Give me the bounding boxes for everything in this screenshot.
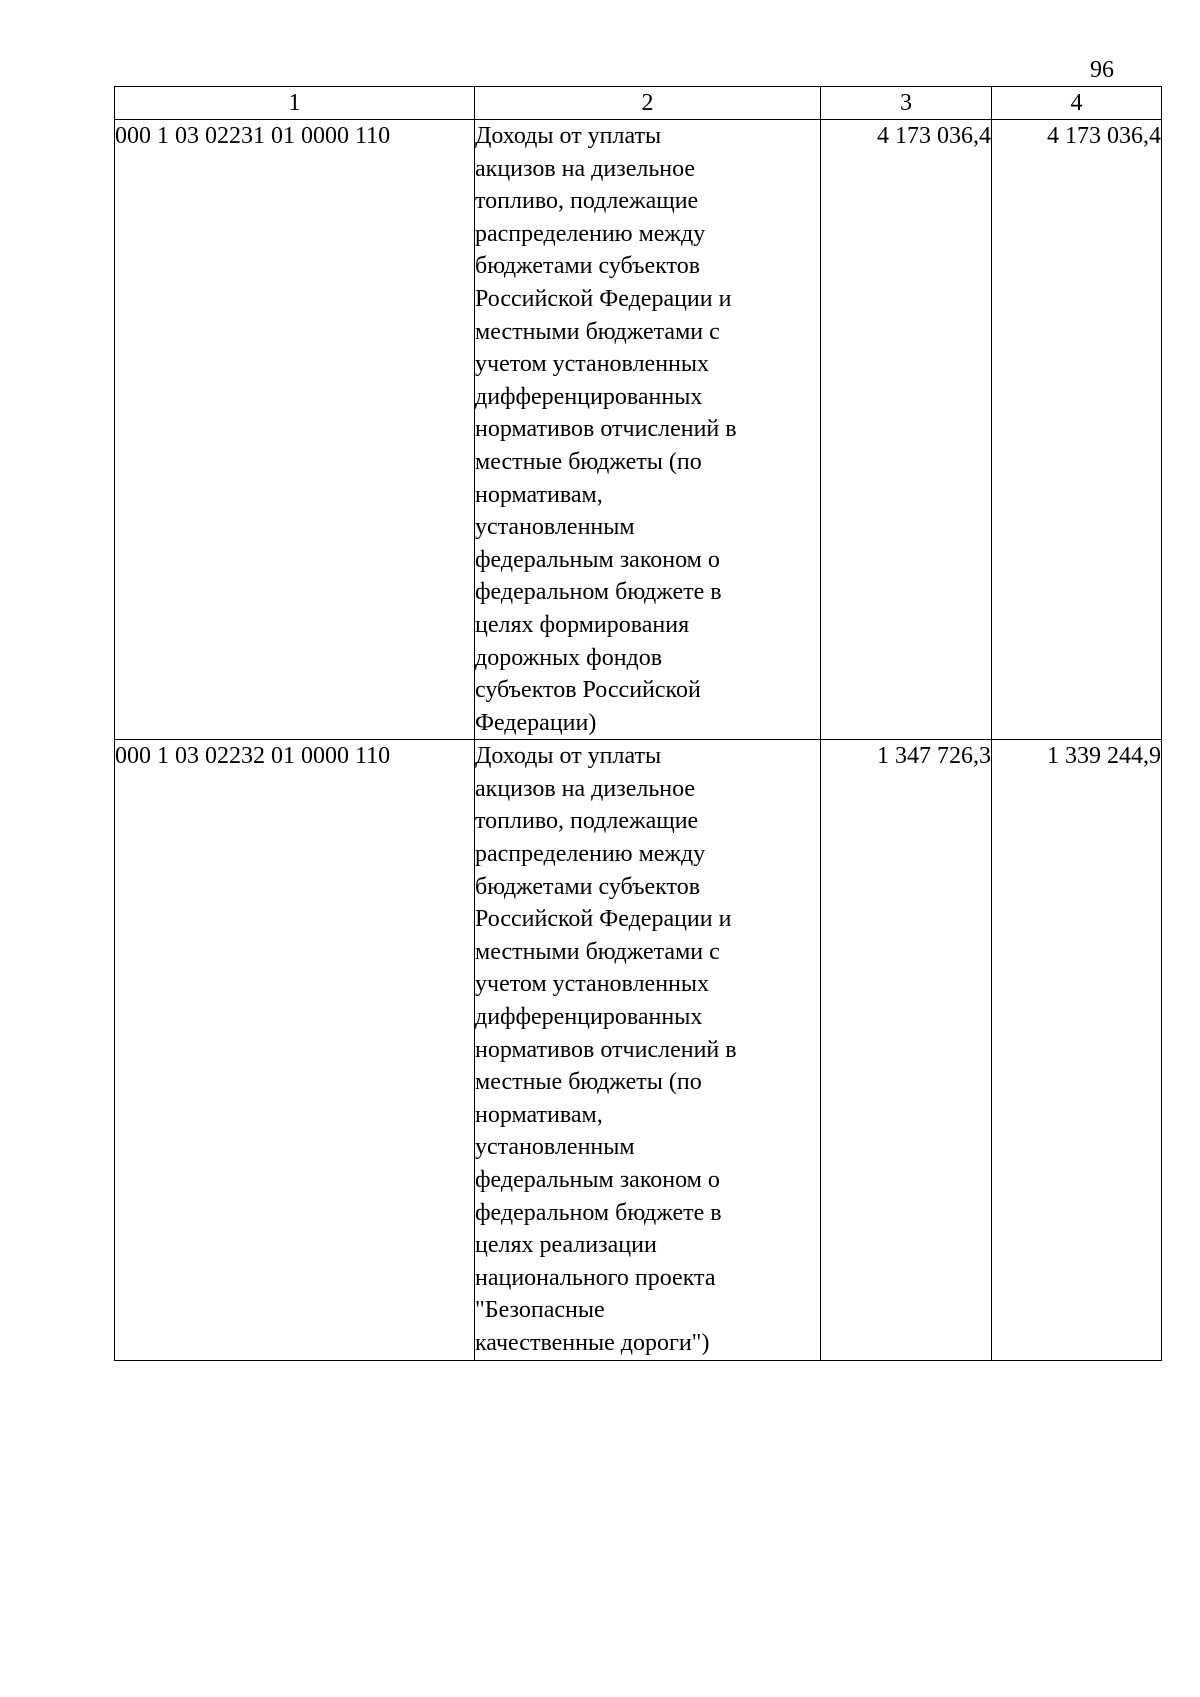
description-line: нормативов отчислений в [475,416,737,443]
amount-column-4: 1 339 244,9 [992,740,1162,1360]
description-cell [475,740,821,1360]
description-line: местными бюджетами с [475,938,720,965]
description-line: "Безопасные [475,1297,605,1324]
column-header-2: 2 [475,87,821,120]
table-row [115,120,1162,740]
description-line: Российской Федерации и [475,285,732,312]
description-line: дорожных фондов [475,644,663,671]
description-line: учетом установленных [475,971,710,998]
description-line: Доходы от уплаты [475,743,662,770]
description-line: целях реализации [475,1232,657,1259]
description-line: местные бюджеты (по [475,1069,702,1096]
description-line: учетом установленных [475,351,710,378]
column-header-1: 1 [115,87,475,120]
table-body [115,120,1162,1361]
budget-code-cell: 000 1 03 02232 01 0000 110 [115,740,475,1360]
description-line: распределению между [475,841,706,868]
description-line: бюджетами субъектов [475,253,701,280]
description-line: субъектов Российской [475,677,701,704]
description-line: национального проекта [475,1264,716,1291]
amount-column-3: 4 173 036,4 [821,120,992,740]
description-line: установленным [475,1134,635,1161]
description-line: нормативов отчислений в [475,1036,737,1063]
header-row [115,87,1162,120]
description-line: дифференцированных [475,383,703,410]
description-line: местными бюджетами с [475,318,720,345]
description-line: акцизов на дизельное [475,155,696,182]
description-line: федеральным законом о [475,546,720,573]
description-line: нормативам, [475,1101,603,1128]
description-line: нормативам, [475,481,603,508]
table-row [115,740,1162,1360]
description-line: дифференцированных [475,1004,703,1031]
description-line: качественные дороги") [475,1329,710,1356]
table-header [115,87,1162,120]
budget-code-cell: 000 1 03 02231 01 0000 110 [115,120,475,740]
description-line: целях формирования [475,611,690,638]
description-cell [475,120,821,740]
description-line: бюджетами субъектов [475,873,701,900]
description-line: установленным [475,514,635,541]
description-line: Российской Федерации и [475,906,732,933]
description-line: федеральном бюджете в [475,579,722,606]
page-number: 96 [1090,57,1114,83]
description-line: распределению между [475,220,706,247]
column-header-4: 4 [992,87,1162,120]
description-line: Доходы от уплаты [475,123,662,149]
description-line: акцизов на дизельное [475,775,696,802]
description-line: топливо, подлежащие [475,808,699,835]
description-line: местные бюджеты (по [475,448,702,475]
description-line: федеральном бюджете в [475,1199,722,1226]
description-line: федеральным законом о [475,1167,720,1193]
description-line: Федерации) [475,709,597,736]
column-header-3: 3 [821,87,992,120]
revenue-table [114,86,1162,1361]
description-line: топливо, подлежащие [475,188,699,215]
amount-column-3: 1 347 726,3 [821,740,992,1360]
amount-column-4: 4 173 036,4 [992,120,1162,740]
